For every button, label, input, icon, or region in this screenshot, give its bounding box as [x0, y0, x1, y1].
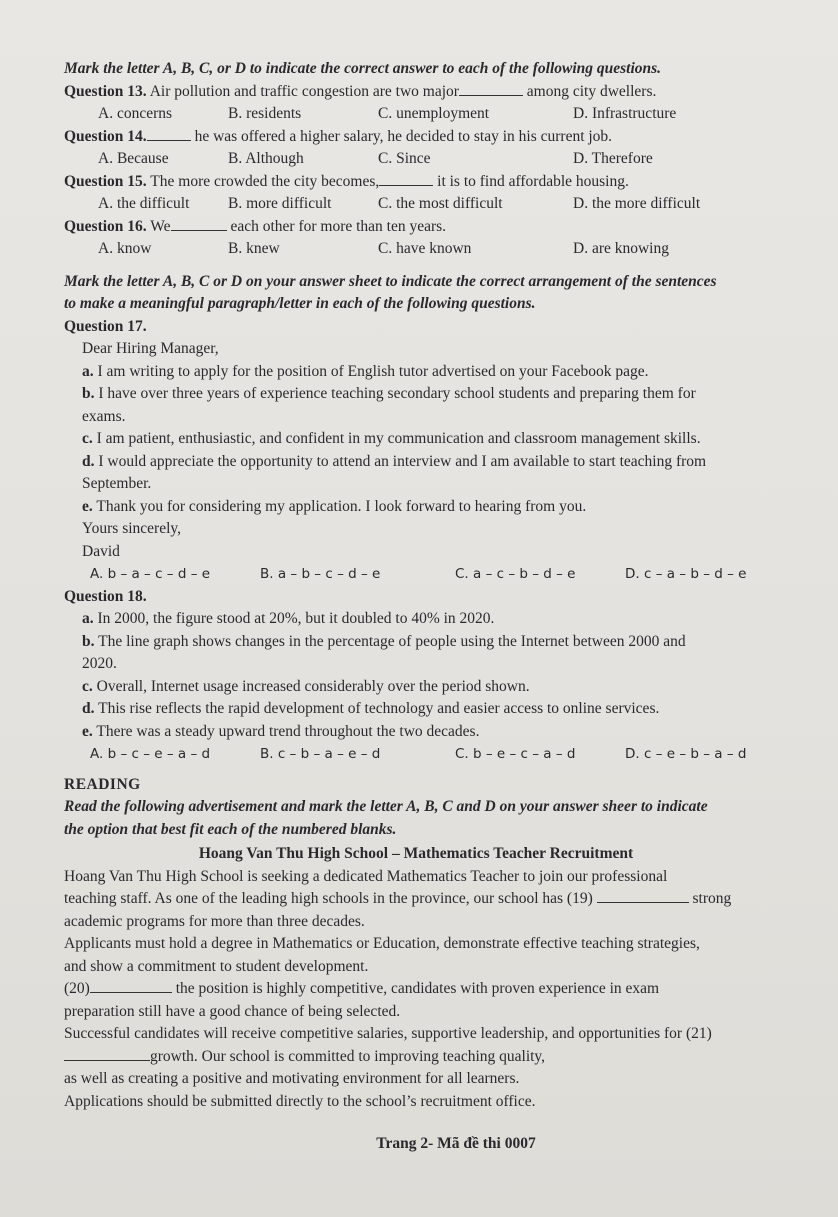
- sentence-text: I am writing to apply for the position of English tutor advertised on your Facebook page.: [97, 362, 649, 380]
- question-13-stem-post: among city dwellers.: [526, 82, 657, 100]
- sentence-c: [82, 428, 768, 451]
- instruction-reading-line1: Read the following advertisement and mark the letter A, B, C and D on your answer sheer to indicate: [64, 798, 708, 815]
- question-16-stem-post: each other for more than ten years.: [230, 217, 447, 235]
- question-15-options: [64, 193, 768, 216]
- ad-text: the position is highly competitive, candidates with proven experience in exam: [175, 980, 660, 997]
- ad-text: growth. Our school is committed to improving teaching quality,: [150, 1047, 546, 1065]
- option-c: C. a – c – b – d – e: [455, 566, 576, 582]
- instruction-arrangement-line1: Mark the letter A, B, C or D on your answer sheet to indicate the correct arrangement of the sentences: [64, 272, 717, 290]
- sentence-text: Overall, Internet usage increased considerably over the period shown.: [96, 677, 530, 695]
- sentence-d-continued: September.: [82, 475, 152, 492]
- question-15-label: Question 15.: [64, 172, 147, 190]
- option-b: B. more difficult: [228, 195, 332, 212]
- option-b: B. knew: [228, 240, 280, 257]
- ad-line: Applicants must hold a degree in Mathematics or Education, demonstrate effective teaching strategies,: [64, 935, 700, 952]
- sentence-a: [82, 608, 768, 631]
- sentence-text: In 2000, the figure stood at 20%, but it doubled to 40% in 2020.: [97, 610, 495, 627]
- option-c: C. unemployment: [378, 105, 490, 122]
- sentence-letter: b.: [82, 632, 95, 650]
- question-14-options: [64, 148, 768, 171]
- sentence-d: [82, 451, 768, 474]
- sentence-b-continued: exams.: [82, 407, 126, 425]
- option-c: C. the most difficult: [378, 195, 503, 212]
- sentence-text: Thank you for considering my application. I look forward to hearing from you.: [96, 497, 587, 515]
- ad-line: academic programs for more than three decades.: [64, 912, 365, 930]
- ad-line: Hoang Van Thu High School is seeking a dedicated Mathematics Teacher to join our professional: [64, 867, 668, 885]
- ad-line-blank-20: [64, 978, 768, 1001]
- sentence-e: [82, 496, 768, 519]
- question-13-options: [64, 103, 768, 126]
- answer-blank: [459, 81, 523, 96]
- sentence-b: [82, 383, 768, 406]
- letter-signature: David: [82, 542, 120, 560]
- question-16-label: Question 16.: [64, 217, 147, 235]
- option-d: D. Therefore: [573, 150, 653, 167]
- question-16-options: [64, 238, 768, 261]
- instruction-mcq: Mark the letter A, B, C, or D to indicate the correct answer to each of the following questions.: [64, 60, 662, 77]
- advertisement-title: Hoang Van Thu High School – Mathematics Teacher Recruitment: [198, 845, 634, 862]
- question-13-label: Question 13.: [64, 82, 147, 100]
- sentence-letter: a.: [82, 610, 94, 627]
- section-heading-reading: READING: [64, 775, 141, 793]
- sentence-letter: d.: [82, 700, 95, 717]
- sentence-text: I would appreciate the opportunity to attend an interview and I am available to start teaching from: [98, 452, 707, 470]
- sentence-b: [82, 631, 768, 654]
- ad-text: teaching staff. As one of the leading high schools in the province, our school has (19): [64, 890, 593, 907]
- ad-line: Applications should be submitted directly to the school’s recruitment office.: [64, 1092, 536, 1110]
- sentence-text: This rise reflects the rapid development of technology and easier access to online services.: [98, 700, 660, 717]
- option-d: D. c – a – b – d – e: [625, 566, 747, 582]
- sentence-text: I have over three years of experience teaching secondary school students and preparing them for: [98, 385, 696, 402]
- question-18-options: [64, 743, 768, 766]
- instruction-reading-line2: the option that best fit each of the numbered blanks.: [64, 820, 397, 838]
- ad-text: (20): [64, 980, 90, 997]
- question-16-stem-pre: We: [150, 217, 171, 235]
- answer-blank: [379, 171, 433, 186]
- answer-blank: [147, 126, 191, 141]
- question-17-label: Question 17.: [64, 317, 147, 335]
- option-d: D. are knowing: [573, 240, 669, 257]
- option-a: A. know: [98, 240, 152, 257]
- ad-line: and show a commitment to student development.: [64, 957, 369, 975]
- ad-line: as well as creating a positive and motivating environment for all learners.: [64, 1070, 520, 1087]
- page-footer: Trang 2- Mã đề thi 0007: [376, 1135, 536, 1152]
- sentence-letter: c.: [82, 430, 93, 447]
- question-15-stem-pre: The more crowded the city becomes,: [150, 172, 380, 190]
- sentence-e: [82, 721, 768, 744]
- option-c: C. b – e – c – a – d: [455, 746, 576, 762]
- option-b: B. a – b – c – d – e: [260, 566, 381, 582]
- sentence-letter: c.: [82, 677, 93, 695]
- question-17-options: [64, 563, 768, 586]
- sentence-c: [82, 676, 768, 699]
- option-a: A. the difficult: [98, 195, 190, 212]
- sentence-text: There was a steady upward trend throughout the two decades.: [96, 722, 480, 740]
- sentence-letter: e.: [82, 722, 93, 740]
- instruction-arrangement-line2: to make a meaningful paragraph/letter in each of the following questions.: [64, 295, 536, 312]
- sentence-d: [82, 698, 768, 721]
- option-a: A. b – c – e – a – d: [90, 746, 211, 762]
- question-18-sentences: [64, 608, 768, 743]
- answer-blank: [171, 216, 227, 231]
- option-c: C. Since: [378, 150, 431, 167]
- option-b: B. c – b – a – e – d: [260, 746, 381, 762]
- question-14-label: Question 14.: [64, 127, 147, 145]
- letter-closing: Yours sincerely,: [82, 520, 182, 537]
- option-a: A. b – a – c – d – e: [90, 566, 211, 582]
- option-d: D. the more difficult: [573, 195, 701, 212]
- advertisement-body: [64, 866, 768, 1114]
- question-16: [64, 216, 768, 239]
- answer-blank: [90, 978, 172, 993]
- sentence-letter: d.: [82, 452, 95, 470]
- option-d: D. Infrastructure: [573, 105, 677, 122]
- ad-line: Successful candidates will receive competitive salaries, supportive leadership, and opportunities for (21): [64, 1025, 712, 1042]
- ad-line-blank-21: [64, 1046, 768, 1069]
- option-b: B. residents: [228, 105, 302, 122]
- question-15: [64, 171, 768, 194]
- question-15-stem-post: it is to find affordable housing.: [437, 172, 629, 190]
- answer-blank: [597, 888, 689, 903]
- ad-line-blank-19: [64, 888, 768, 911]
- option-c: C. have known: [378, 240, 472, 257]
- ad-text: strong: [692, 890, 732, 907]
- sentence-text: I am patient, enthusiastic, and confident in my communication and classroom management skills.: [96, 430, 701, 447]
- option-a: A. Because: [98, 150, 169, 167]
- question-17-letter: [64, 338, 768, 563]
- sentence-b-continued: 2020.: [82, 655, 117, 672]
- option-d: D. c – e – b – a – d: [625, 746, 747, 762]
- sentence-letter: e.: [82, 497, 93, 515]
- sentence-text: The line graph shows changes in the percentage of people using the Internet between 2000 and: [98, 632, 686, 650]
- ad-line: preparation still have a good chance of being selected.: [64, 1002, 401, 1020]
- letter-greeting: Dear Hiring Manager,: [82, 340, 219, 357]
- sentence-letter: b.: [82, 385, 95, 402]
- answer-blank: [64, 1046, 150, 1061]
- question-14: [64, 126, 768, 149]
- question-14-stem: he was offered a higher salary, he decided to stay in his current job.: [194, 127, 613, 145]
- question-18-label: Question 18.: [64, 587, 147, 605]
- question-13: [64, 81, 768, 104]
- question-13-stem-pre: Air pollution and traffic congestion are two major: [149, 82, 459, 100]
- sentence-letter: a.: [82, 362, 94, 380]
- sentence-a: [82, 361, 768, 384]
- option-b: B. Although: [228, 150, 304, 167]
- option-a: A. concerns: [98, 105, 173, 122]
